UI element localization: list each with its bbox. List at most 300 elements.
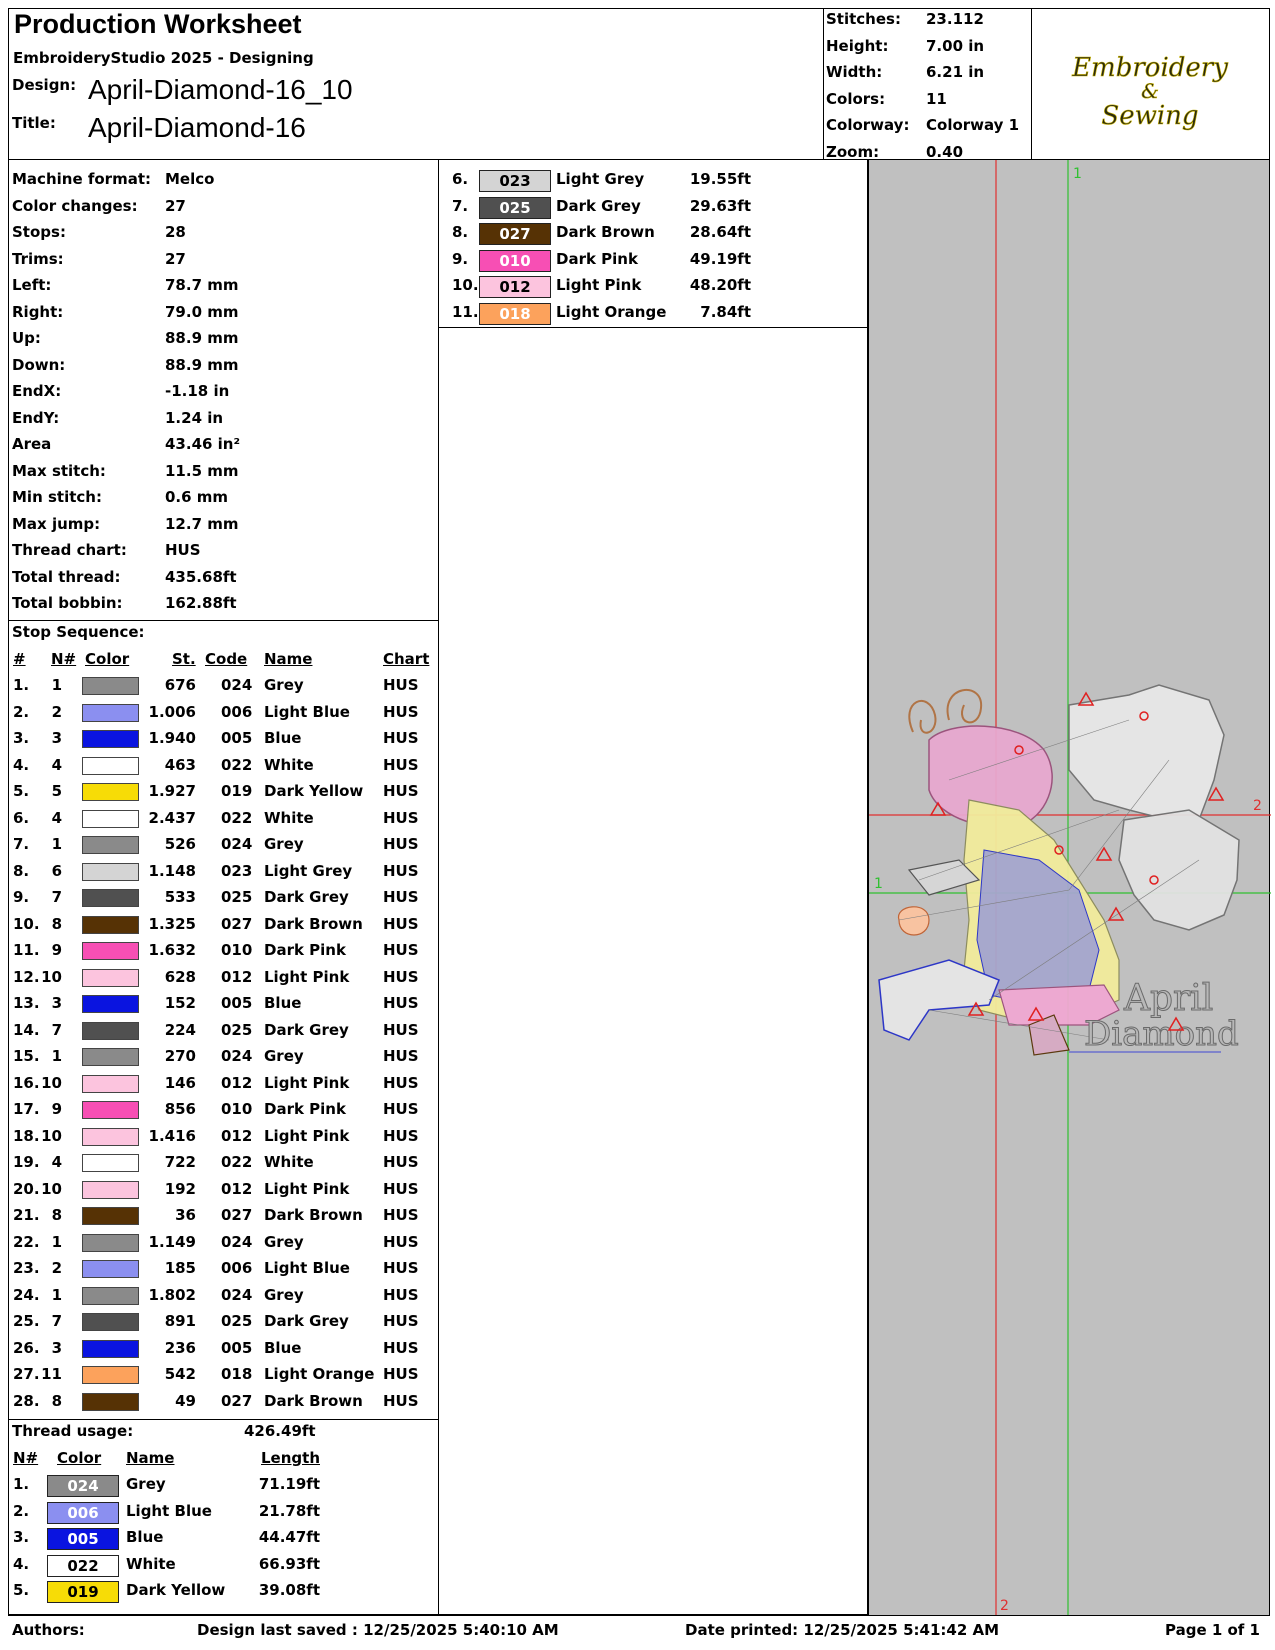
- thread-code: 005: [221, 1338, 253, 1357]
- usage-length: 7.84ft: [700, 302, 751, 321]
- color-swatch: [82, 1287, 139, 1305]
- stitch-count: 1.802: [148, 1285, 196, 1304]
- logo-line-3: Sewing: [1101, 101, 1199, 131]
- table-row: [0, 726, 439, 752]
- color-swatch: [82, 1048, 139, 1066]
- usage-length: 71.19ft: [258, 1475, 320, 1493]
- thread-code: 025: [221, 1020, 253, 1039]
- detail-label: Total bobbin:: [12, 594, 123, 612]
- col-num: #: [13, 650, 26, 668]
- detail-value: 1.24 in: [165, 408, 224, 427]
- stop-number: 28.: [13, 1391, 40, 1410]
- table-row: [0, 1018, 439, 1044]
- table-row: [0, 991, 439, 1017]
- detail-label: Trims:: [12, 249, 64, 268]
- thread-chart: HUS: [383, 1179, 419, 1198]
- usage-length: 28.64ft: [689, 223, 751, 241]
- detail-value: 0.6 mm: [165, 488, 229, 506]
- needle-number: 1: [51, 835, 62, 853]
- needle-number: 5: [51, 782, 62, 800]
- stitch-count: 146: [164, 1073, 196, 1092]
- needle-number: 10: [41, 1179, 62, 1198]
- col-stitches: St.: [172, 650, 196, 668]
- detail-label: Area: [12, 435, 52, 453]
- stop-number: 24.: [13, 1285, 40, 1304]
- summary-value: 11: [926, 89, 947, 108]
- usage-name: White: [126, 1554, 176, 1573]
- stop-number: 6.: [13, 808, 30, 827]
- thread-code: 027: [221, 1391, 253, 1410]
- detail-label: EndY:: [12, 408, 60, 427]
- thread-name: Dark Grey: [264, 888, 349, 906]
- usage-name: Blue: [126, 1528, 164, 1546]
- stitch-count: 2.437: [148, 808, 196, 827]
- color-swatch: [82, 677, 139, 695]
- color-swatch: [82, 1207, 139, 1225]
- marker-h1: 1: [874, 876, 883, 892]
- thread-chart: HUS: [383, 994, 419, 1012]
- logo-box-divider: [1031, 8, 1032, 160]
- stitch-count: 224: [164, 1020, 196, 1039]
- stop-number: 10.: [13, 914, 40, 933]
- stitch-count: 542: [164, 1365, 196, 1383]
- detail-value: 78.7 mm: [165, 276, 239, 294]
- detail-value: 27: [165, 196, 186, 215]
- stop-number: 17.: [13, 1100, 40, 1118]
- table-row: [0, 779, 439, 805]
- footer-last-saved: Design last saved : 12/25/2025 5:40:10 AM: [197, 1621, 559, 1639]
- color-swatch: [82, 1393, 139, 1411]
- stitch-count: 856: [164, 1100, 196, 1118]
- page-title: Production Worksheet: [14, 9, 302, 39]
- thread-chart: HUS: [383, 755, 419, 774]
- list-item: [439, 247, 868, 273]
- thread-code: 019: [221, 782, 253, 800]
- color-swatch: [82, 889, 139, 907]
- col-color: Color: [57, 1449, 102, 1467]
- detail-label: Max jump:: [12, 514, 101, 533]
- summary-label: Stitches:: [826, 10, 901, 28]
- detail-value: 12.7 mm: [165, 514, 239, 533]
- thread-code: 023: [221, 861, 253, 880]
- color-swatch: [82, 1234, 139, 1252]
- detail-value: 43.46 in²: [165, 435, 241, 453]
- thread-code: 024: [221, 1047, 253, 1065]
- thread-name: Blue: [264, 729, 302, 747]
- list-item: [439, 300, 868, 326]
- stitch-count: 185: [164, 1259, 196, 1277]
- table-row: [0, 1071, 439, 1097]
- detail-label: Right:: [12, 302, 64, 321]
- table-row: [0, 700, 439, 726]
- color-swatch: [82, 1075, 139, 1093]
- design-name: April-Diamond-16_10: [88, 74, 353, 105]
- usage-length: 19.55ft: [689, 170, 751, 188]
- needle-number: 1: [51, 1285, 62, 1304]
- table-row: [0, 965, 439, 991]
- thread-usage-total: 426.49ft: [244, 1422, 316, 1440]
- middle-column: [439, 160, 868, 1615]
- stitch-count: 1.148: [148, 861, 196, 880]
- thread-usage-header: [0, 1446, 439, 1472]
- needle-number: 2: [51, 702, 62, 721]
- stitch-count: 1.006: [148, 702, 196, 721]
- detail-label: Down:: [12, 355, 66, 374]
- stitch-count: 628: [164, 967, 196, 986]
- col-needle: N#: [51, 650, 77, 668]
- thread-code: 027: [221, 1206, 253, 1224]
- thread-name: White: [264, 755, 314, 774]
- design-title: April-Diamond-16: [88, 112, 306, 143]
- color-swatch: [82, 969, 139, 987]
- stop-number: 7.: [13, 835, 30, 853]
- summary-value: 0.40: [926, 142, 964, 161]
- usage-number: 11.: [452, 302, 479, 321]
- sequence-divider: [8, 1419, 439, 1420]
- stitch-count: 1.149: [148, 1232, 196, 1251]
- usage-name: Light Pink: [556, 276, 642, 294]
- color-swatch: [82, 704, 139, 722]
- thread-chart: HUS: [383, 702, 419, 721]
- color-chip: 019: [47, 1581, 119, 1603]
- thread-name: Dark Brown: [264, 914, 363, 933]
- list-item: [439, 220, 868, 246]
- stop-sequence-title: Stop Sequence:: [12, 623, 145, 641]
- thread-name: Dark Pink: [264, 1100, 346, 1118]
- thread-usage-title: Thread usage:: [12, 1422, 134, 1440]
- thread-chart: HUS: [383, 1047, 419, 1065]
- stop-number: 12.: [13, 967, 40, 986]
- thread-code: 012: [221, 967, 253, 986]
- thread-chart: HUS: [383, 676, 419, 694]
- list-item: [439, 167, 868, 193]
- list-item: [439, 273, 868, 299]
- list-item: [0, 1578, 429, 1604]
- stop-number: 26.: [13, 1338, 40, 1357]
- thread-name: White: [264, 1153, 314, 1171]
- footer-authors: Authors:: [12, 1621, 85, 1639]
- design-label: Design:: [12, 76, 77, 94]
- detail-value: 435.68ft: [165, 567, 237, 586]
- needle-number: 1: [51, 1232, 62, 1251]
- stitch-count: 1.325: [148, 914, 196, 933]
- summary-label: Zoom:: [826, 142, 880, 161]
- detail-label: Color changes:: [12, 196, 138, 215]
- thread-code: 005: [221, 729, 253, 747]
- thread-name: Light Blue: [264, 702, 350, 721]
- detail-value: HUS: [165, 541, 201, 559]
- usage-length: 49.19ft: [689, 249, 751, 268]
- design-preview: [868, 160, 1270, 1615]
- thread-name: Light Pink: [264, 1179, 350, 1198]
- table-row: [0, 1389, 439, 1415]
- title-label: Title:: [12, 114, 56, 132]
- thread-name: Dark Brown: [264, 1206, 363, 1224]
- table-row: [0, 1150, 439, 1176]
- list-item: [439, 194, 868, 220]
- stop-sequence-header: [0, 647, 439, 673]
- thread-name: Light Blue: [264, 1259, 350, 1277]
- usage-length: 29.63ft: [689, 196, 751, 215]
- needle-number: 10: [41, 1073, 62, 1092]
- color-chip: 023: [479, 170, 551, 192]
- stop-number: 8.: [13, 861, 30, 880]
- usage-length: 48.20ft: [689, 276, 751, 294]
- needle-number: 8: [51, 1391, 62, 1410]
- detail-value: 79.0 mm: [165, 302, 239, 321]
- color-chip: 027: [479, 223, 551, 245]
- summary-label: Colors:: [826, 89, 886, 108]
- usage-number: 8.: [452, 223, 469, 241]
- detail-label: Thread chart:: [12, 541, 127, 559]
- stop-number: 3.: [13, 729, 30, 747]
- detail-label: Left:: [12, 276, 52, 294]
- brand-logo: [1033, 10, 1268, 158]
- thread-name: Blue: [264, 994, 302, 1012]
- thread-name: Grey: [264, 835, 304, 853]
- col-name: Name: [126, 1449, 175, 1467]
- thread-chart: HUS: [383, 729, 419, 747]
- thread-chart: HUS: [383, 1073, 419, 1092]
- usage-name: Light Orange: [556, 302, 667, 321]
- detail-label: Stops:: [12, 223, 66, 241]
- thread-name: Dark Brown: [264, 1391, 363, 1410]
- thread-chart: HUS: [383, 1259, 419, 1277]
- thread-name: Light Pink: [264, 967, 350, 986]
- thread-code: 012: [221, 1073, 253, 1092]
- detail-label: Up:: [12, 329, 41, 347]
- table-row: [0, 806, 439, 832]
- usage-number: 1.: [13, 1475, 30, 1493]
- thread-code: 012: [221, 1126, 253, 1145]
- summary-value: 7.00 in: [926, 36, 985, 55]
- thread-chart: HUS: [383, 914, 419, 933]
- table-row: [0, 832, 439, 858]
- stitch-count: 1.940: [148, 729, 196, 747]
- logo-line-2: &: [1141, 79, 1159, 103]
- stop-number: 18.: [13, 1126, 40, 1145]
- stop-number: 21.: [13, 1206, 40, 1224]
- table-row: [0, 1097, 439, 1123]
- color-chip: 012: [479, 276, 551, 298]
- thread-name: Grey: [264, 1232, 304, 1251]
- stitch-count: 236: [164, 1338, 196, 1357]
- marker-h2: 2: [1253, 798, 1262, 814]
- detail-value: Melco: [165, 170, 215, 188]
- thread-code: 018: [221, 1365, 253, 1383]
- detail-value: -1.18 in: [165, 382, 230, 400]
- detail-label: Min stitch:: [12, 488, 102, 506]
- detail-value: 88.9 mm: [165, 355, 239, 374]
- usage-number: 7.: [452, 196, 469, 215]
- stop-number: 11.: [13, 941, 40, 959]
- color-chip: 006: [47, 1502, 119, 1524]
- detail-label: Total thread:: [12, 567, 121, 586]
- thread-code: 027: [221, 914, 253, 933]
- needle-number: 3: [51, 1338, 62, 1357]
- table-row: [0, 1256, 439, 1282]
- marker-v1: 1: [1073, 166, 1082, 182]
- thread-chart: HUS: [383, 782, 419, 800]
- thread-code: 010: [221, 941, 253, 959]
- needle-number: 10: [41, 1126, 62, 1145]
- thread-code: 005: [221, 994, 253, 1012]
- thread-code: 022: [221, 1153, 253, 1171]
- needle-number: 9: [51, 1100, 62, 1118]
- color-chip: 005: [47, 1528, 119, 1550]
- summary-value: 6.21 in: [926, 63, 985, 81]
- stop-number: 20.: [13, 1179, 40, 1198]
- thread-code: 024: [221, 1232, 253, 1251]
- needle-number: 3: [51, 994, 62, 1012]
- thread-name: Dark Grey: [264, 1312, 349, 1330]
- thread-chart: HUS: [383, 835, 419, 853]
- usage-name: Light Grey: [556, 170, 645, 188]
- stop-number: 22.: [13, 1232, 40, 1251]
- stitch-count: 1.416: [148, 1126, 196, 1145]
- usage-name: Dark Pink: [556, 249, 638, 268]
- usage-name: Grey: [126, 1475, 166, 1493]
- needle-number: 8: [51, 1206, 62, 1224]
- thread-name: White: [264, 808, 314, 827]
- thread-name: Light Pink: [264, 1126, 350, 1145]
- color-chip: 025: [479, 197, 551, 219]
- thread-name: Dark Pink: [264, 941, 346, 959]
- table-row: [0, 938, 439, 964]
- logo-line-1: Embroidery: [1072, 53, 1228, 83]
- usage-length: 44.47ft: [258, 1528, 320, 1546]
- details-divider: [8, 620, 439, 621]
- thread-chart: HUS: [383, 861, 419, 880]
- color-swatch: [82, 1101, 139, 1119]
- preview-text-diamond: Diamond: [1084, 1014, 1239, 1054]
- thread-name: Blue: [264, 1338, 302, 1357]
- table-row: [0, 1336, 439, 1362]
- usage-length: 66.93ft: [258, 1554, 320, 1573]
- needle-number: 6: [51, 861, 62, 880]
- thread-chart: HUS: [383, 1312, 419, 1330]
- thread-chart: HUS: [383, 1126, 419, 1145]
- needle-number: 8: [51, 914, 62, 933]
- table-row: [0, 673, 439, 699]
- detail-value: 162.88ft: [165, 594, 237, 612]
- thread-chart: HUS: [383, 1232, 419, 1251]
- thread-chart: HUS: [383, 1365, 419, 1383]
- needle-number: 4: [51, 755, 62, 774]
- needle-number: 7: [51, 1312, 62, 1330]
- thread-code: 024: [221, 676, 253, 694]
- col-needle: N#: [13, 1449, 39, 1467]
- detail-value: 28: [165, 223, 186, 241]
- stop-number: 13.: [13, 994, 40, 1012]
- stitch-count: 1.927: [148, 782, 196, 800]
- thread-name: Grey: [264, 676, 304, 694]
- detail-value: 88.9 mm: [165, 329, 239, 347]
- stop-number: 16.: [13, 1073, 40, 1092]
- preview-canvas: [869, 160, 1271, 1615]
- needle-number: 7: [51, 888, 62, 906]
- usage-number: 6.: [452, 170, 469, 188]
- color-swatch: [82, 730, 139, 748]
- table-row: [0, 912, 439, 938]
- app-name: EmbroideryStudio 2025 - Designing: [13, 49, 314, 67]
- color-chip: 022: [47, 1555, 119, 1577]
- usage-name: Dark Yellow: [126, 1581, 226, 1599]
- table-row: [0, 1362, 439, 1388]
- stop-number: 9.: [13, 888, 30, 906]
- stop-number: 1.: [13, 676, 30, 694]
- stop-number: 5.: [13, 782, 30, 800]
- thread-code: 022: [221, 808, 253, 827]
- thread-chart: HUS: [383, 808, 419, 827]
- stop-number: 19.: [13, 1153, 40, 1171]
- thread-name: Light Grey: [264, 861, 353, 880]
- thread-name: Dark Yellow: [264, 782, 364, 800]
- thread-chart: HUS: [383, 941, 419, 959]
- thread-chart: HUS: [383, 1391, 419, 1410]
- table-row: [0, 885, 439, 911]
- detail-label: Max stitch:: [12, 461, 106, 480]
- stitch-count: 533: [164, 888, 196, 906]
- summary-value: Colorway 1: [926, 116, 1020, 134]
- thread-name: Light Orange: [264, 1365, 375, 1383]
- needle-number: 11: [41, 1365, 62, 1383]
- color-swatch: [82, 995, 139, 1013]
- detail-label: EndX:: [12, 382, 62, 400]
- thread-chart: HUS: [383, 1285, 419, 1304]
- list-item: [0, 1499, 429, 1525]
- stitch-count: 1.632: [148, 941, 196, 959]
- usage-name: Dark Brown: [556, 223, 655, 241]
- stitch-count: 49: [175, 1391, 196, 1410]
- color-swatch: [82, 1313, 139, 1331]
- needle-number: 1: [51, 676, 62, 694]
- thread-name: Light Pink: [264, 1073, 350, 1092]
- summary-label: Height:: [826, 36, 889, 55]
- stitch-count: 891: [164, 1312, 196, 1330]
- logo-image: [1033, 10, 1268, 158]
- color-chip: 018: [479, 303, 551, 325]
- thread-chart: HUS: [383, 1206, 419, 1224]
- table-row: [0, 1203, 439, 1229]
- thread-code: 022: [221, 755, 253, 774]
- usage-number: 5.: [13, 1581, 30, 1599]
- color-chip: 024: [47, 1475, 119, 1497]
- color-swatch: [82, 810, 139, 828]
- summary-label: Width:: [826, 63, 883, 81]
- table-row: [0, 753, 439, 779]
- footer-date-printed: Date printed: 12/25/2025 5:41:42 AM: [685, 1621, 1000, 1639]
- color-swatch: [82, 783, 139, 801]
- stop-number: 4.: [13, 755, 30, 774]
- thread-chart: HUS: [383, 1020, 419, 1039]
- summary-value: 23.112: [926, 10, 984, 28]
- stitch-count: 722: [164, 1153, 196, 1171]
- thread-chart: HUS: [383, 1153, 419, 1171]
- stop-number: 14.: [13, 1020, 40, 1039]
- detail-label: Machine format:: [12, 170, 151, 188]
- table-row: [0, 1044, 439, 1070]
- stop-number: 2.: [13, 702, 30, 721]
- stitch-count: 152: [164, 994, 196, 1012]
- thread-name: Grey: [264, 1047, 304, 1065]
- thread-code: 024: [221, 1285, 253, 1304]
- thread-code: 025: [221, 1312, 253, 1330]
- usage-number: 9.: [452, 249, 469, 268]
- list-item: [0, 1472, 429, 1498]
- usage-length: 21.78ft: [258, 1501, 320, 1520]
- stitch-count: 192: [164, 1179, 196, 1198]
